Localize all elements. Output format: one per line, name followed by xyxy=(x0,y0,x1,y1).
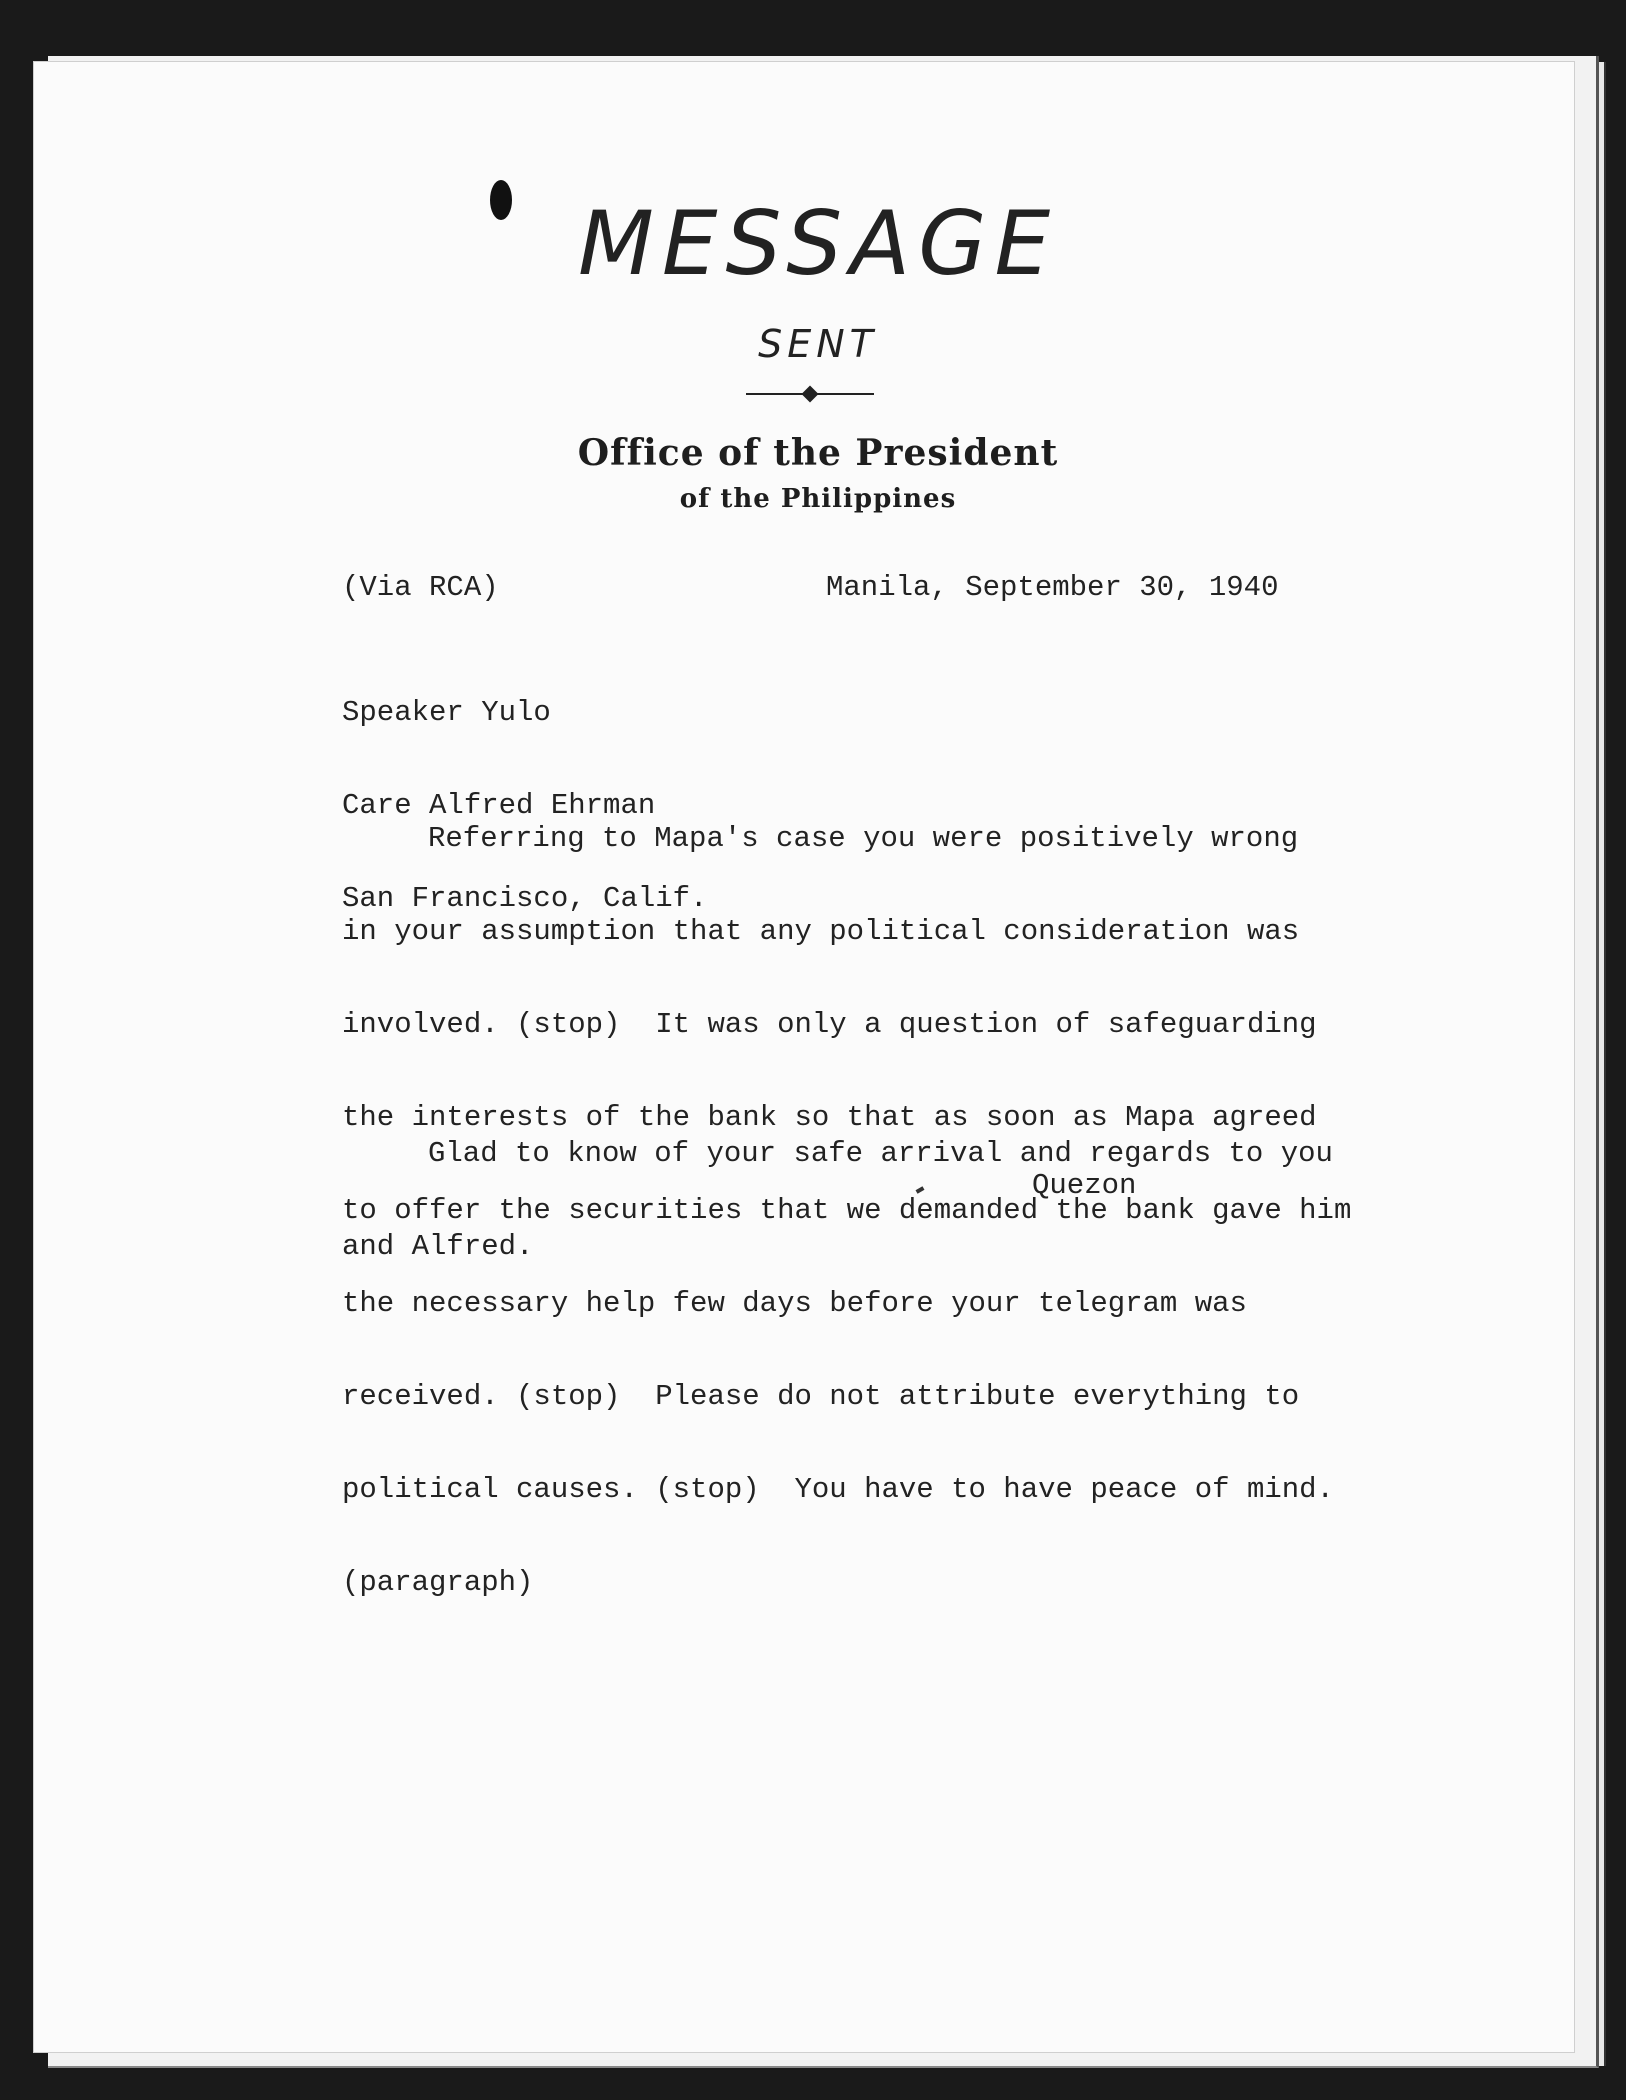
office-heading: Office of the President xyxy=(577,432,1059,474)
body-line: the interests of the bank so that as soon as Mapa agreed xyxy=(342,1101,1317,1134)
body-line: to offer the securities that we demanded the bank gave him xyxy=(342,1194,1352,1227)
rule-diamond-icon xyxy=(802,386,819,403)
body-line: (paragraph) xyxy=(342,1566,534,1599)
body-line: and Alfred. xyxy=(342,1230,534,1263)
address-line: San Francisco, Calif. xyxy=(342,882,708,915)
body-line: political causes. (stop) You have to have peace of mind. xyxy=(342,1473,1334,1506)
body-line: received. (stop) Please do not attribute everything to xyxy=(342,1380,1300,1413)
address-line: Care Alfred Ehrman xyxy=(342,789,656,822)
office-subheading: of the Philippines xyxy=(679,484,957,514)
page-title: MESSAGE xyxy=(577,192,1059,295)
via-line: (Via RCA) xyxy=(342,571,499,604)
body-line: Referring to Mapa's case you were positively wrong xyxy=(428,822,1299,855)
signature: Quezon xyxy=(1032,1169,1137,1202)
body-paragraph xyxy=(342,1076,1333,1324)
address-line: Speaker Yulo xyxy=(342,696,551,729)
body-line: Glad to know of your safe arrival and regards to you xyxy=(428,1137,1333,1170)
body-line: the necessary help few days before your telegram was xyxy=(342,1287,1247,1320)
body-line: in your assumption that any political consideration was xyxy=(342,915,1300,948)
place-date: Manila, September 30, 1940 xyxy=(826,571,1279,604)
document-page xyxy=(34,62,1574,2052)
page-subtitle: SENT xyxy=(758,322,878,366)
body-line: involved. (stop) It was only a question of safeguarding xyxy=(342,1008,1317,1041)
